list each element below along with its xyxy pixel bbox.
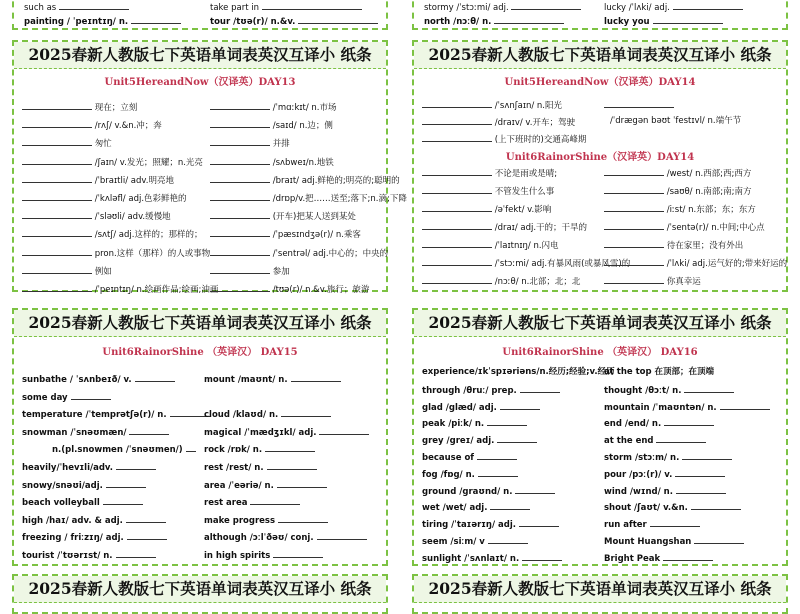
vocab-entry: experience/ɪkˈspɪəriəns/n.经历;经验;v.经历: [422, 367, 615, 377]
answer-line: /ˈsentrəl/ adj.中心的；中央的: [210, 246, 388, 260]
vocab-entry: lucky you: [604, 14, 723, 28]
vocab-entry: tiring /ˈtaɪərɪŋ/ adj.: [422, 517, 559, 531]
vocab-entry: beach volleyball: [22, 495, 143, 509]
answer-line: /sʌbweɪ/n.地铁: [210, 155, 334, 169]
answer-line: /nɔːθ/ n.北部；北；北: [422, 274, 580, 288]
answer-line: /ˈbraɪtli/ adv.明亮地: [22, 173, 174, 187]
vocab-entry: in high spirits: [204, 548, 323, 562]
vocab-entry: tourist /ˈtʊərɪst/ n.: [22, 548, 156, 562]
answer-line: 参加: [210, 264, 290, 278]
vocab-entry: at the top 在顶部；在顶端: [604, 367, 715, 377]
answer-line: (上下班时的)交通高峰期: [422, 132, 586, 146]
card-title: 2025春新人教版七下英语单词表英汉互译小 纸条: [14, 42, 386, 69]
vocab-entry: sunlight /ˈsʌnlaɪt/ n.: [422, 551, 562, 565]
vocab-entry: make progress: [204, 513, 328, 527]
card-title: 2025春新人教版七下英语单词表英汉互译小 纸条: [414, 576, 786, 603]
card-title: 2025春新人教版七下英语单词表英汉互译小 纸条: [414, 42, 786, 69]
answer-line: 你真幸运: [604, 274, 701, 288]
card-day14: [412, 40, 788, 292]
card-subtitle: Unit6RainorShine（汉译英）DAY14: [505, 152, 695, 163]
vocab-entry: heavily/ˈhevɪli/adv.: [22, 460, 156, 474]
answer-line: /braɪt/ adj.鲜艳的;明亮的;聪明的: [210, 173, 400, 187]
card-title: 2025春新人教版七下英语单词表英汉互译小 纸条: [414, 310, 786, 337]
vocab-entry: run after: [604, 517, 700, 531]
vocab-entry: temperature /ˈtemprətʃə(r)/ n.: [22, 407, 210, 421]
vocab-entry: snowy/snəʊi/adj.: [22, 478, 146, 492]
card-subtitle: Unit5HereandNow（汉译英）DAY13: [104, 77, 296, 88]
vocab-entry: glad /glæd/ adj.: [422, 400, 540, 414]
answer-line: /ˈmɑːkɪt/ n.市场: [210, 100, 337, 114]
vocab-entry: ground /graʊnd/ n.: [422, 484, 555, 498]
answer-line: /draɪ/ adj.干的；干旱的: [422, 220, 587, 234]
answer-line: /drɒp/v.把……送至;落下;n.滴;下降: [210, 191, 407, 205]
answer-line: /rʌʃ/ v.&n.冲；奔: [22, 118, 162, 132]
answer-line: /ˈdrægən bəʊt ˈfestɪvl/ n.端午节: [610, 116, 742, 126]
vocab-entry: rest area: [204, 495, 300, 509]
vocab-entry: stormy /ˈstɔːmi/ adj.: [424, 0, 581, 14]
vocab-entry: fog /fɒg/ n.: [422, 467, 518, 481]
answer-line: /draɪv/ v.开车；驾驶: [422, 115, 575, 129]
answer-line: 不管发生什么事: [422, 184, 554, 198]
card-top-left: [12, 0, 388, 30]
vocab-entry: wind /wɪnd/ n.: [604, 484, 726, 498]
vocab-entry: cloud /klaʊd/ n.: [204, 407, 331, 421]
card-subtitle: Unit6RainorShine （英译汉） DAY15: [102, 347, 298, 358]
vocab-entry: through /θruː/ prep.: [422, 383, 560, 397]
vocab-entry: tour /tʊə(r)/ n.&v.: [210, 14, 378, 28]
card-top-right: [412, 0, 788, 30]
vocab-entry: shout /ʃaʊt/ v.&n.: [604, 500, 741, 514]
card-title: 2025春新人教版七下英语单词表英汉互译小 纸条: [14, 576, 386, 603]
vocab-entry: take part in: [210, 0, 362, 14]
vocab-entry: mountain /ˈmaʊntən/ n.: [604, 400, 770, 414]
answer-line: /west/ n.西部;西;西方: [604, 166, 751, 180]
vocab-entry: area /ˈeəriə/ n.: [204, 478, 327, 492]
vocab-entry: although /ɔːlˈðəʊ/ conj.: [204, 530, 367, 544]
answer-line: pron.这样（那样）的人或事物: [22, 246, 210, 260]
vocab-entry: magical /ˈmædʒɪkl/ adj.: [204, 425, 369, 439]
card-subtitle: Unit6RainorShine （英译汉） DAY16: [502, 347, 698, 358]
answer-line: 不论是雨或是晴;: [422, 166, 557, 180]
vocab-entry: thought /θɔːt/ n.: [604, 383, 734, 397]
vocab-entry: peak /piːk/ n.: [422, 416, 527, 430]
answer-line: /tʊə(r)/ n.&v.旅行；旅游: [210, 282, 369, 296]
vocab-entry: such as: [24, 0, 129, 14]
card-day15: [12, 308, 388, 566]
vocab-entry: at the end: [604, 433, 706, 447]
card-day16: [412, 308, 788, 566]
vocab-entry: because of: [422, 450, 517, 464]
answer-line: /ˈlaɪtnɪŋ/ n.闪电: [422, 238, 559, 252]
card-title: 2025春新人教版七下英语单词表英汉互译小 纸条: [14, 310, 386, 337]
answer-line: /sʌtʃ/ adj.这样的；那样的；: [22, 227, 202, 241]
answer-line: 匆忙: [22, 136, 112, 150]
vocab-entry: sunbathe / ˈsʌnbeɪð/ v.: [22, 372, 175, 386]
vocab-entry: end /end/ n.: [604, 416, 714, 430]
vocab-entry: mount /maʊnt/ n.: [204, 372, 341, 386]
vocab-entry: Mount Huangshan: [604, 534, 744, 548]
answer-line: /saɪd/ n.边；侧: [210, 118, 333, 132]
answer-line: /ˈpæsɪndʒə(r)/ n.乘客: [210, 227, 361, 241]
vocab-entry: seem /siːm/ v: [422, 534, 528, 548]
answer-line: /ˈlʌki/ adj.运气好的;带来好运的: [604, 256, 787, 270]
answer-line: /əˈfekt/ v.影响: [422, 202, 551, 216]
vocab-entry: grey /greɪ/ adj.: [422, 433, 537, 447]
vocab-entry: n.(pl.snowmen /ˈsnəʊmen/): [52, 442, 196, 456]
vocab-entry: lucky /ˈlʌki/ adj.: [604, 0, 743, 14]
vocab-entry: some day: [22, 390, 111, 404]
vocab-entry: rest /rest/ n.: [204, 460, 317, 474]
vocab-entry: rock /rɒk/ n.: [204, 442, 315, 456]
card-bottom-right: [412, 574, 788, 614]
answer-line: /ʃaɪn/ v.发光；照耀；n.光亮: [22, 155, 203, 169]
card-subtitle: Unit5HereandNow（汉译英）DAY14: [504, 77, 696, 88]
answer-line: /iːst/ n.东部；东；东方: [604, 202, 756, 216]
vocab-entry: Bright Peak: [604, 551, 713, 565]
answer-line: /ˈstɔːmi/ adj.有暴风雨(或暴风雪)的: [422, 256, 630, 270]
vocab-entry: storm /stɔːm/ n.: [604, 450, 732, 464]
card-bottom-left: [12, 574, 388, 614]
answer-line: 待在家里；没有外出: [604, 238, 743, 252]
answer-line: /ˈkʌləfl/ adj.色彩鲜艳的: [22, 191, 187, 205]
answer-line: /ˈsʌnʃaɪn/ n.阳光: [422, 98, 562, 112]
vocab-entry: wet /wet/ adj.: [422, 500, 530, 514]
answer-line: 现在；立刻: [22, 100, 137, 114]
answer-line: [604, 98, 674, 112]
answer-line: /ˈsentə(r)/ n.中间;中心点: [604, 220, 765, 234]
vocab-entry: painting / ˈpeɪntɪŋ/ n.: [24, 14, 181, 28]
vocab-entry: north /nɔːθ/ n.: [424, 14, 564, 28]
vocab-entry: pour /pɔː(r)/ v.: [604, 467, 725, 481]
vocab-entry: snowman /ˈsnəʊmæn/: [22, 425, 169, 439]
answer-line: /ˈsləʊli/ adv.缓慢地: [22, 209, 171, 223]
answer-line: /saʊθ/ n.南部;南;南方: [604, 184, 752, 198]
answer-line: 例如: [22, 264, 112, 278]
answer-line: (开车)把某人送到某处: [210, 209, 356, 223]
vocab-entry: freezing / friːzɪŋ/ adj.: [22, 530, 167, 544]
vocab-entry: high /haɪ/ adv. & adj.: [22, 513, 166, 527]
card-day13: [12, 40, 407, 295]
answer-line: /ˈpeɪntɪŋ/ n.绘画作品;绘画;油画: [22, 282, 218, 296]
answer-line: 并排: [210, 136, 290, 150]
